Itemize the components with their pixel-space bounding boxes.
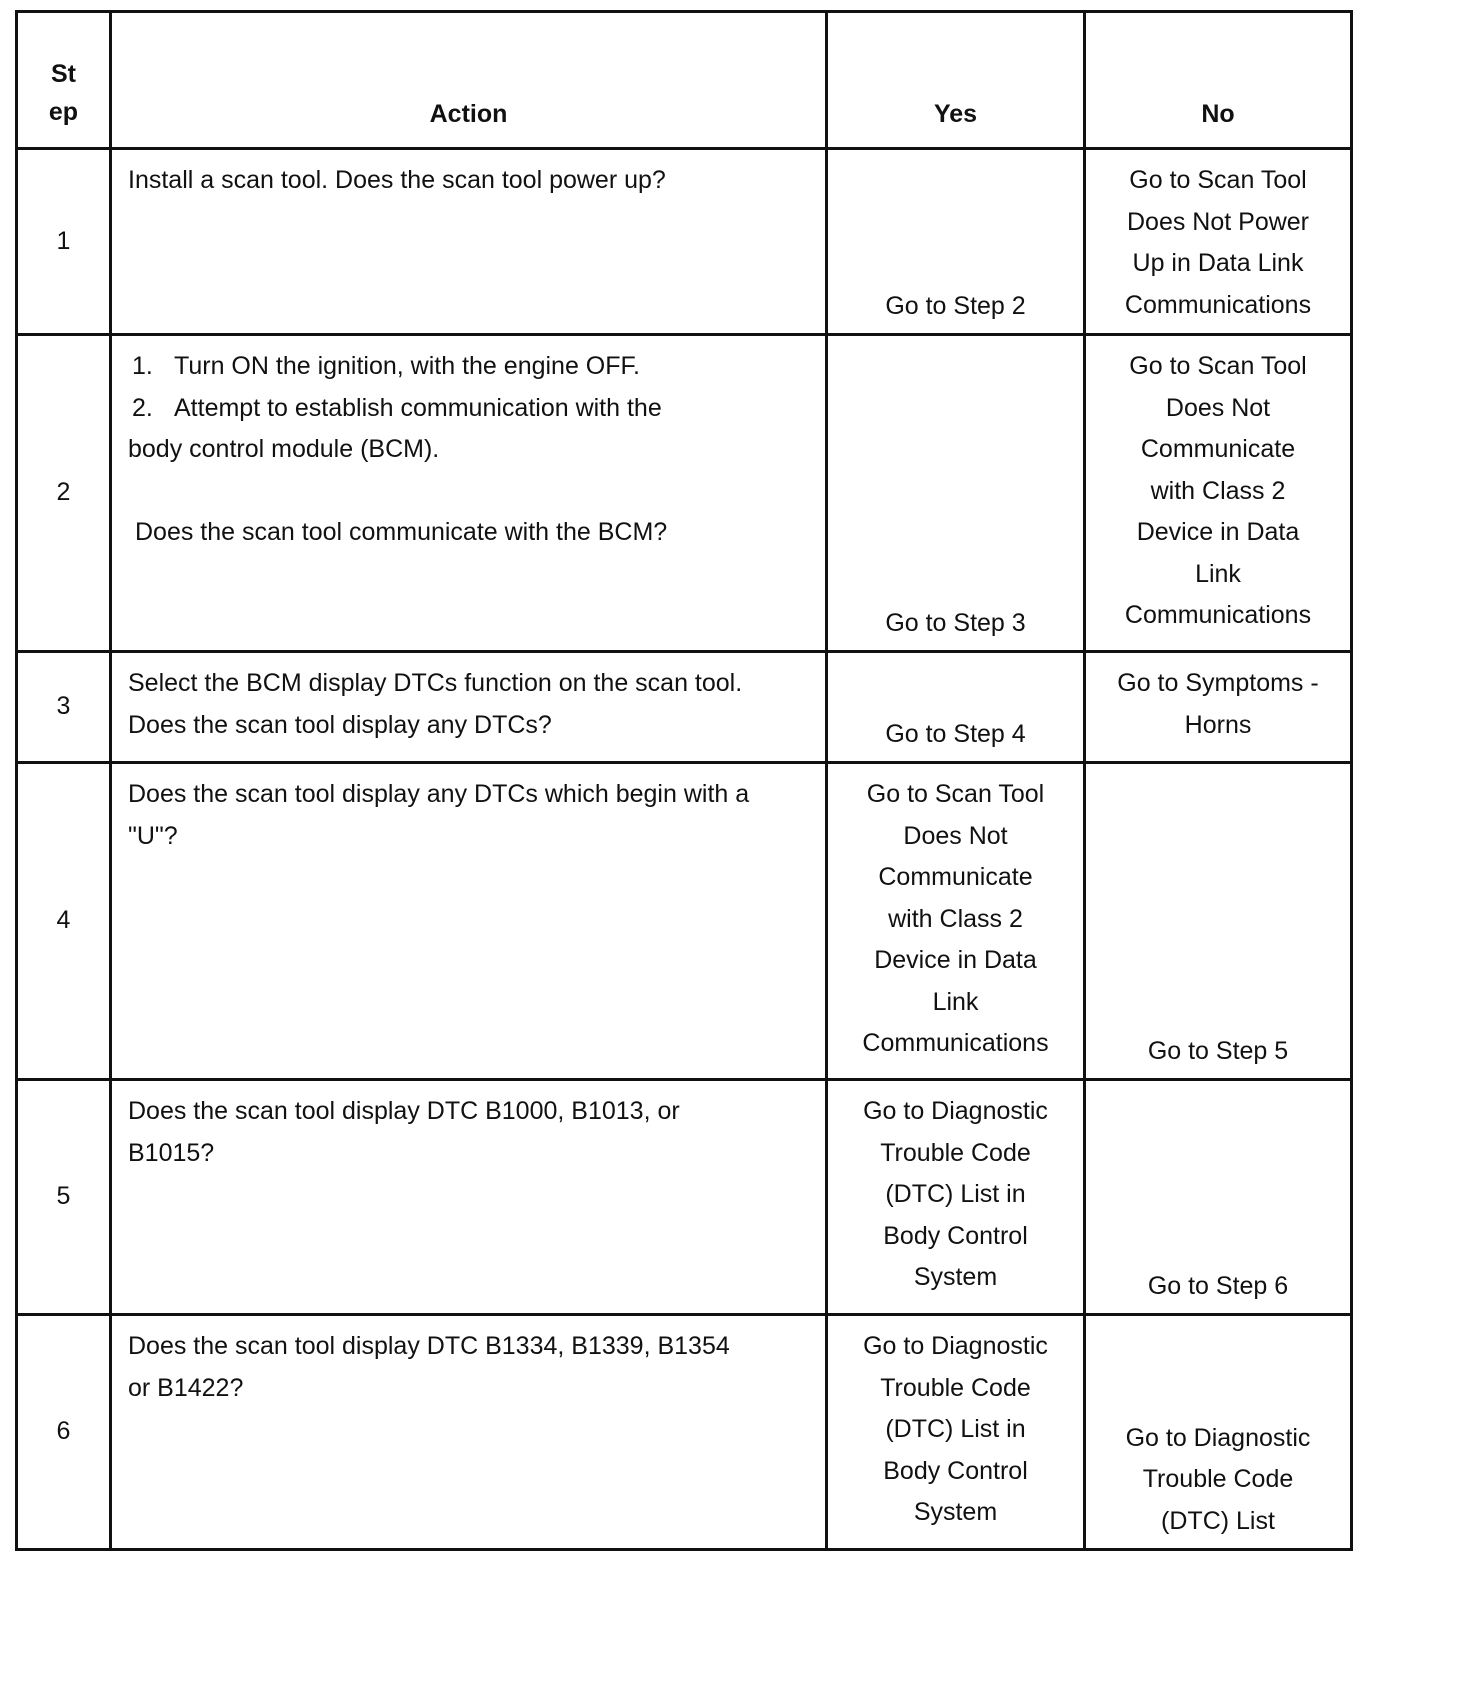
header-row <box>17 12 1352 149</box>
yes-cell: Go to Scan Tool Does Not Communicate with Class 2 Device in Data Link Communications <box>827 763 1085 1080</box>
table-row <box>17 763 1352 1080</box>
header-action: Action <box>111 12 827 149</box>
yes-cell: Go to Step 2 <box>827 149 1085 335</box>
action-question: Does the scan tool communicate with the BCM? <box>135 518 668 546</box>
step-number: 2 <box>17 335 111 652</box>
action-cell: Does the scan tool display DTC B1000, B1013, or B1015? <box>111 1080 827 1315</box>
table-row <box>17 335 1352 652</box>
table-row <box>17 149 1352 335</box>
yes-cell: Go to Step 4 <box>827 652 1085 763</box>
table-row <box>17 652 1352 763</box>
action-list-item: 1. Turn ON the ignition, with the engine OFF. <box>132 352 640 380</box>
step-number: 6 <box>17 1315 111 1550</box>
header-yes: Yes <box>827 12 1085 149</box>
yes-cell: Go to Diagnostic Trouble Code (DTC) List in Body Control System <box>827 1315 1085 1550</box>
no-cell: Go to Scan Tool Does Not Power Up in Data Link Communications <box>1085 149 1352 335</box>
action-cell: Select the BCM display DTCs function on the scan tool. Does the scan tool display any DTCs? <box>111 652 827 763</box>
no-cell: Go to Scan Tool Does Not Communicate with Class 2 Device in Data Link Communications <box>1085 335 1352 652</box>
header-no: No <box>1085 12 1352 149</box>
step-number: 5 <box>17 1080 111 1315</box>
action-cell: Does the scan tool display DTC B1334, B1339, B1354 or B1422? <box>111 1315 827 1550</box>
no-cell: Go to Step 6 <box>1085 1080 1352 1315</box>
step-number: 3 <box>17 652 111 763</box>
diagnostic-table <box>15 10 1353 1551</box>
header-step: St ep <box>17 12 111 149</box>
action-cell: Install a scan tool. Does the scan tool power up? <box>111 149 827 335</box>
yes-cell: Go to Diagnostic Trouble Code (DTC) List in Body Control System <box>827 1080 1085 1315</box>
no-cell: Go to Diagnostic Trouble Code (DTC) List <box>1085 1315 1352 1550</box>
step-number: 4 <box>17 763 111 1080</box>
action-cell: 1. Turn ON the ignition, with the engine OFF. 2. Attempt to establish communication with the body control module (BCM). Does the scan tool communicate with the BCM? <box>111 335 827 652</box>
no-cell: Go to Step 5 <box>1085 763 1352 1080</box>
action-list-item: 2. Attempt to establish communication with the <box>132 393 662 422</box>
no-cell: Go to Symptoms - Horns <box>1085 652 1352 763</box>
table-row <box>17 1315 1352 1550</box>
action-cell: Does the scan tool display any DTCs which begin with a "U"? <box>111 763 827 1080</box>
yes-cell: Go to Step 3 <box>827 335 1085 652</box>
step-number: 1 <box>17 149 111 335</box>
table-row <box>17 1080 1352 1315</box>
